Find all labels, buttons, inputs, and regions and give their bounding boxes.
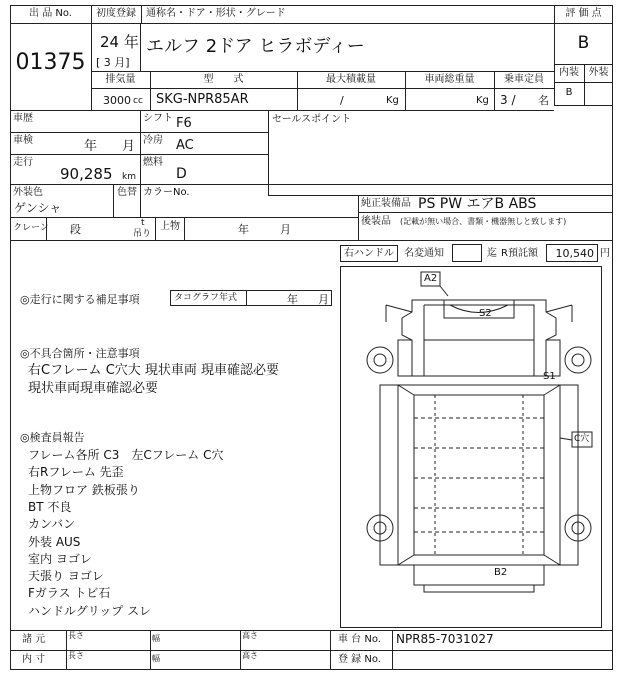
- model-name-label: 通称名・ドア・形状・グレード: [146, 8, 286, 19]
- mileage-label: 走行: [13, 157, 33, 168]
- type-value: SKG-NPR85AR: [156, 92, 249, 107]
- inspector-line: 右Rフレーム 先歪: [28, 465, 124, 480]
- chassis-number: NPR85-7031027: [396, 632, 494, 646]
- capacity-unit: 名: [538, 94, 549, 107]
- sales-point-label: セールスポイント: [272, 114, 352, 125]
- damage-diagram-frame: [340, 266, 602, 628]
- gross-weight-label: 車両総重量: [424, 74, 475, 85]
- inner-height-label: 高さ: [242, 651, 258, 660]
- max-load-unit: Kg: [386, 95, 399, 106]
- lot-label: 出 品 No.: [29, 8, 72, 19]
- steering-value: 右ハンドル: [344, 248, 394, 259]
- model-name: エルフ 2ドア ヒラボディー: [146, 36, 365, 57]
- shift-label: シフト: [143, 113, 173, 124]
- interior-grade-label: 内装: [559, 67, 579, 78]
- color-code-label: カラーNo.: [143, 187, 190, 198]
- capacity-label: 乗車定員: [504, 74, 544, 85]
- fuel-label: 燃料: [143, 157, 163, 168]
- inspection-month: 月: [122, 139, 136, 154]
- dimensions-label: 諸 元: [22, 634, 46, 645]
- displacement-value: 3000: [103, 94, 131, 107]
- color-change-label: 色替: [117, 187, 137, 198]
- inspection-label: 車検: [13, 135, 33, 146]
- dims-length-label: 長さ: [68, 631, 84, 640]
- inspector-line: 天張り ヨゴレ: [28, 569, 104, 584]
- later-equipment-label: 後装品: [361, 216, 391, 227]
- crane-hang: 吊り: [133, 229, 152, 239]
- overall-grade: B: [577, 33, 590, 53]
- tachograph-label: タコグラフ年式: [174, 293, 238, 303]
- inspector-line: カンバン: [28, 517, 76, 532]
- inspector-line: 外装 AUS: [28, 534, 81, 549]
- chassis-label: 車 台 No.: [338, 634, 381, 645]
- equipment-value: PS PW エアB ABS: [418, 196, 537, 212]
- inspector-line: Fガラス トビ石: [28, 586, 111, 601]
- later-equipment-note: (記載が無い場合、書類・機器無しと致します): [400, 217, 567, 226]
- mileage-unit: km: [122, 172, 136, 182]
- loading-year: 年: [238, 223, 249, 236]
- history-label: 車歴: [13, 113, 33, 124]
- type-label: 型 式: [203, 74, 244, 85]
- inspector-line: 室内 ヨゴレ: [28, 551, 92, 566]
- crane-stage: 段: [70, 223, 81, 236]
- lot-number: 01375: [15, 50, 86, 75]
- tachograph-month: 月: [318, 293, 329, 306]
- exterior-color-value: ゲンシャ: [14, 201, 62, 215]
- ac-value: AC: [176, 138, 194, 153]
- dims-width-label: 幅: [152, 634, 160, 643]
- inspector-line: ハンドルグリップ スレ: [28, 603, 152, 618]
- dims-height-label: 高さ: [242, 631, 258, 640]
- inspector-line: フレーム各所 C3 左Cフレーム C穴: [28, 448, 224, 462]
- crane-label: クレーン: [13, 223, 49, 233]
- diagram-mark-s2: S2: [479, 308, 492, 319]
- mileage-value: 90,285: [60, 165, 113, 183]
- deadline-label: 迄: [487, 248, 497, 259]
- defect-line: 現状車両現車確認必要: [28, 381, 159, 396]
- displacement-label: 排気量: [105, 74, 136, 85]
- fuel-value: D: [176, 166, 187, 182]
- loading-label: 上物: [160, 221, 180, 232]
- driving-notes-title: ◎走行に関する補足事項: [20, 293, 140, 306]
- max-load-value: /: [340, 94, 344, 107]
- defect-line: 右Cフレーム C穴大 現状車両 現車確認必要: [28, 363, 280, 378]
- tachograph-year: 年: [287, 293, 298, 306]
- registration-label: 登 録 No.: [338, 654, 381, 665]
- diagram-mark-s1: S1: [543, 371, 556, 382]
- name-change-label: 名変通知: [404, 248, 444, 259]
- inspection-year: 年: [84, 139, 98, 154]
- diagram-mark-c-hole: C穴: [574, 434, 590, 444]
- grade-label: 評 価 点: [565, 8, 602, 19]
- inspector-title: ◎検査員報告: [20, 431, 85, 444]
- inspector-line: 上物フロア 鉄板張り: [28, 482, 140, 497]
- exterior-grade-label: 外装: [588, 67, 609, 78]
- gross-weight-unit: Kg: [476, 95, 489, 106]
- deposit-unit: 円: [600, 248, 610, 259]
- crane-tonnage: t: [141, 218, 145, 228]
- equipment-label: 純正装備品: [361, 198, 411, 209]
- max-load-label: 最大積載量: [326, 74, 376, 85]
- inspector-line: BT 不良: [28, 499, 72, 514]
- inner-width-label: 幅: [152, 654, 160, 663]
- name-change-box: [452, 244, 482, 262]
- defects-title: ◎不具合箇所・注意事項: [20, 347, 140, 360]
- diagram-mark-a2: A2: [424, 273, 438, 284]
- shift-value: F6: [176, 116, 192, 131]
- first-reg-month: [ 3 月]: [96, 56, 130, 69]
- first-reg-label: 初度登録: [96, 8, 136, 19]
- inner-length-label: 長さ: [68, 651, 84, 660]
- first-reg-year: 24 年: [100, 33, 139, 51]
- deposit-label: R預託額: [501, 248, 538, 259]
- displacement-unit: cc: [133, 96, 143, 106]
- deposit-value: 10,540: [555, 247, 594, 260]
- interior-grade: B: [565, 87, 573, 98]
- ac-label: 冷房: [143, 135, 163, 146]
- inner-dimensions-label: 内 寸: [22, 654, 46, 665]
- capacity-value: 3 /: [500, 93, 516, 107]
- loading-month: 月: [280, 223, 291, 236]
- diagram-mark-b2: B2: [494, 567, 508, 578]
- exterior-color-label: 外装色: [13, 187, 43, 198]
